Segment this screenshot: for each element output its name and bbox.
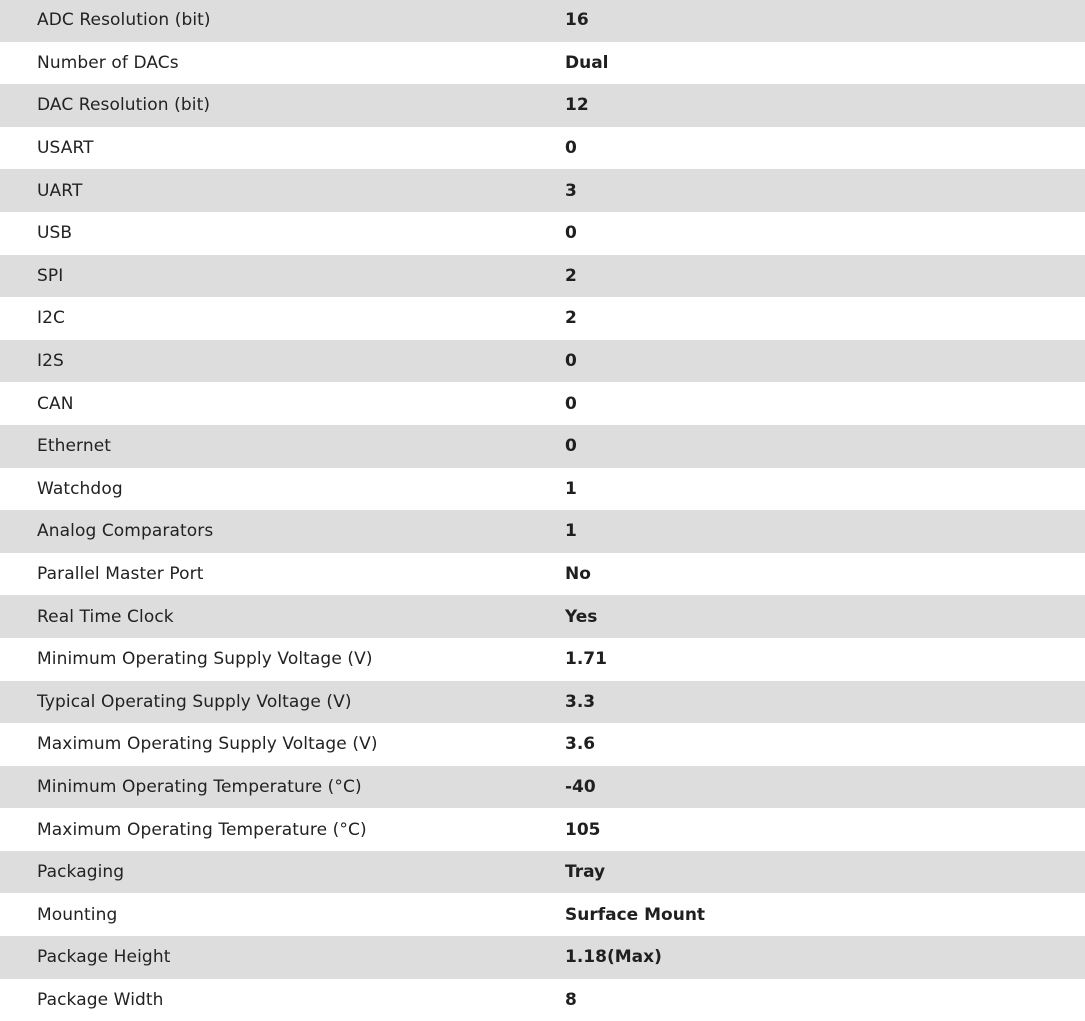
spec-name: Parallel Master Port <box>37 564 204 585</box>
table-row <box>0 127 1085 170</box>
spec-value: 0 <box>565 351 577 372</box>
spec-value: Tray <box>565 862 606 883</box>
spec-value: No <box>565 564 591 585</box>
spec-name: USB <box>37 223 73 244</box>
spec-value: 0 <box>565 223 577 244</box>
table-row <box>0 169 1085 212</box>
spec-name: Package Height <box>37 947 171 968</box>
spec-name: I2C <box>37 308 65 329</box>
spec-value: 105 <box>565 819 601 840</box>
spec-name: CAN <box>37 393 74 414</box>
spec-name: Typical Operating Supply Voltage (V) <box>37 691 352 712</box>
spec-name: Maximum Operating Supply Voltage (V) <box>37 734 378 755</box>
spec-value: 8 <box>565 989 577 1010</box>
spec-value: 12 <box>565 95 589 116</box>
spec-value: 1 <box>565 521 577 542</box>
spec-value: 3.3 <box>565 691 596 712</box>
table-row <box>0 766 1085 809</box>
table-row <box>0 468 1085 511</box>
spec-name: DAC Resolution (bit) <box>37 95 211 116</box>
spec-value: 2 <box>565 308 577 329</box>
spec-name: UART <box>37 180 83 201</box>
spec-name: USART <box>37 138 94 159</box>
table-row <box>0 425 1085 468</box>
table-row <box>0 340 1085 383</box>
spec-name: SPI <box>37 265 64 286</box>
table-row <box>0 979 1085 1021</box>
table-row <box>0 297 1085 340</box>
table-row <box>0 42 1085 85</box>
table-row <box>0 0 1085 42</box>
spec-value: 3 <box>565 180 577 201</box>
spec-value: 0 <box>565 393 577 414</box>
spec-value: 1.71 <box>565 649 607 670</box>
spec-name: Package Width <box>37 989 164 1010</box>
spec-name: Real Time Clock <box>37 606 174 627</box>
spec-name: Mounting <box>37 904 118 925</box>
table-row <box>0 510 1085 553</box>
table-row <box>0 936 1085 979</box>
table-row <box>0 212 1085 255</box>
spec-name: ADC Resolution (bit) <box>37 10 211 31</box>
table-row <box>0 382 1085 425</box>
spec-name: Minimum Operating Supply Voltage (V) <box>37 649 373 670</box>
spec-value: Yes <box>565 606 598 627</box>
spec-name: Minimum Operating Temperature (°C) <box>37 776 362 797</box>
table-row <box>0 808 1085 851</box>
spec-name: Watchdog <box>37 478 123 499</box>
spec-value: 2 <box>565 265 577 286</box>
table-row <box>0 893 1085 936</box>
spec-value: 0 <box>565 436 577 457</box>
spec-value: Surface Mount <box>565 904 706 925</box>
spec-name: Ethernet <box>37 436 112 457</box>
spec-value: 0 <box>565 138 577 159</box>
spec-value: -40 <box>565 776 596 797</box>
spec-name: Packaging <box>37 862 125 883</box>
table-row <box>0 681 1085 724</box>
spec-name: Maximum Operating Temperature (°C) <box>37 819 367 840</box>
spec-value: Dual <box>565 52 609 73</box>
table-row <box>0 851 1085 894</box>
spec-value: 3.6 <box>565 734 596 755</box>
table-row <box>0 255 1085 298</box>
spec-value: 16 <box>565 10 589 31</box>
table-row <box>0 84 1085 127</box>
table-row <box>0 723 1085 766</box>
spec-value: 1 <box>565 478 577 499</box>
table-row <box>0 553 1085 596</box>
spec-value: 1.18(Max) <box>565 947 662 968</box>
table-row <box>0 595 1085 638</box>
table-row <box>0 638 1085 681</box>
spec-name: I2S <box>37 351 64 372</box>
spec-name: Number of DACs <box>37 52 179 73</box>
spec-name: Analog Comparators <box>37 521 214 542</box>
